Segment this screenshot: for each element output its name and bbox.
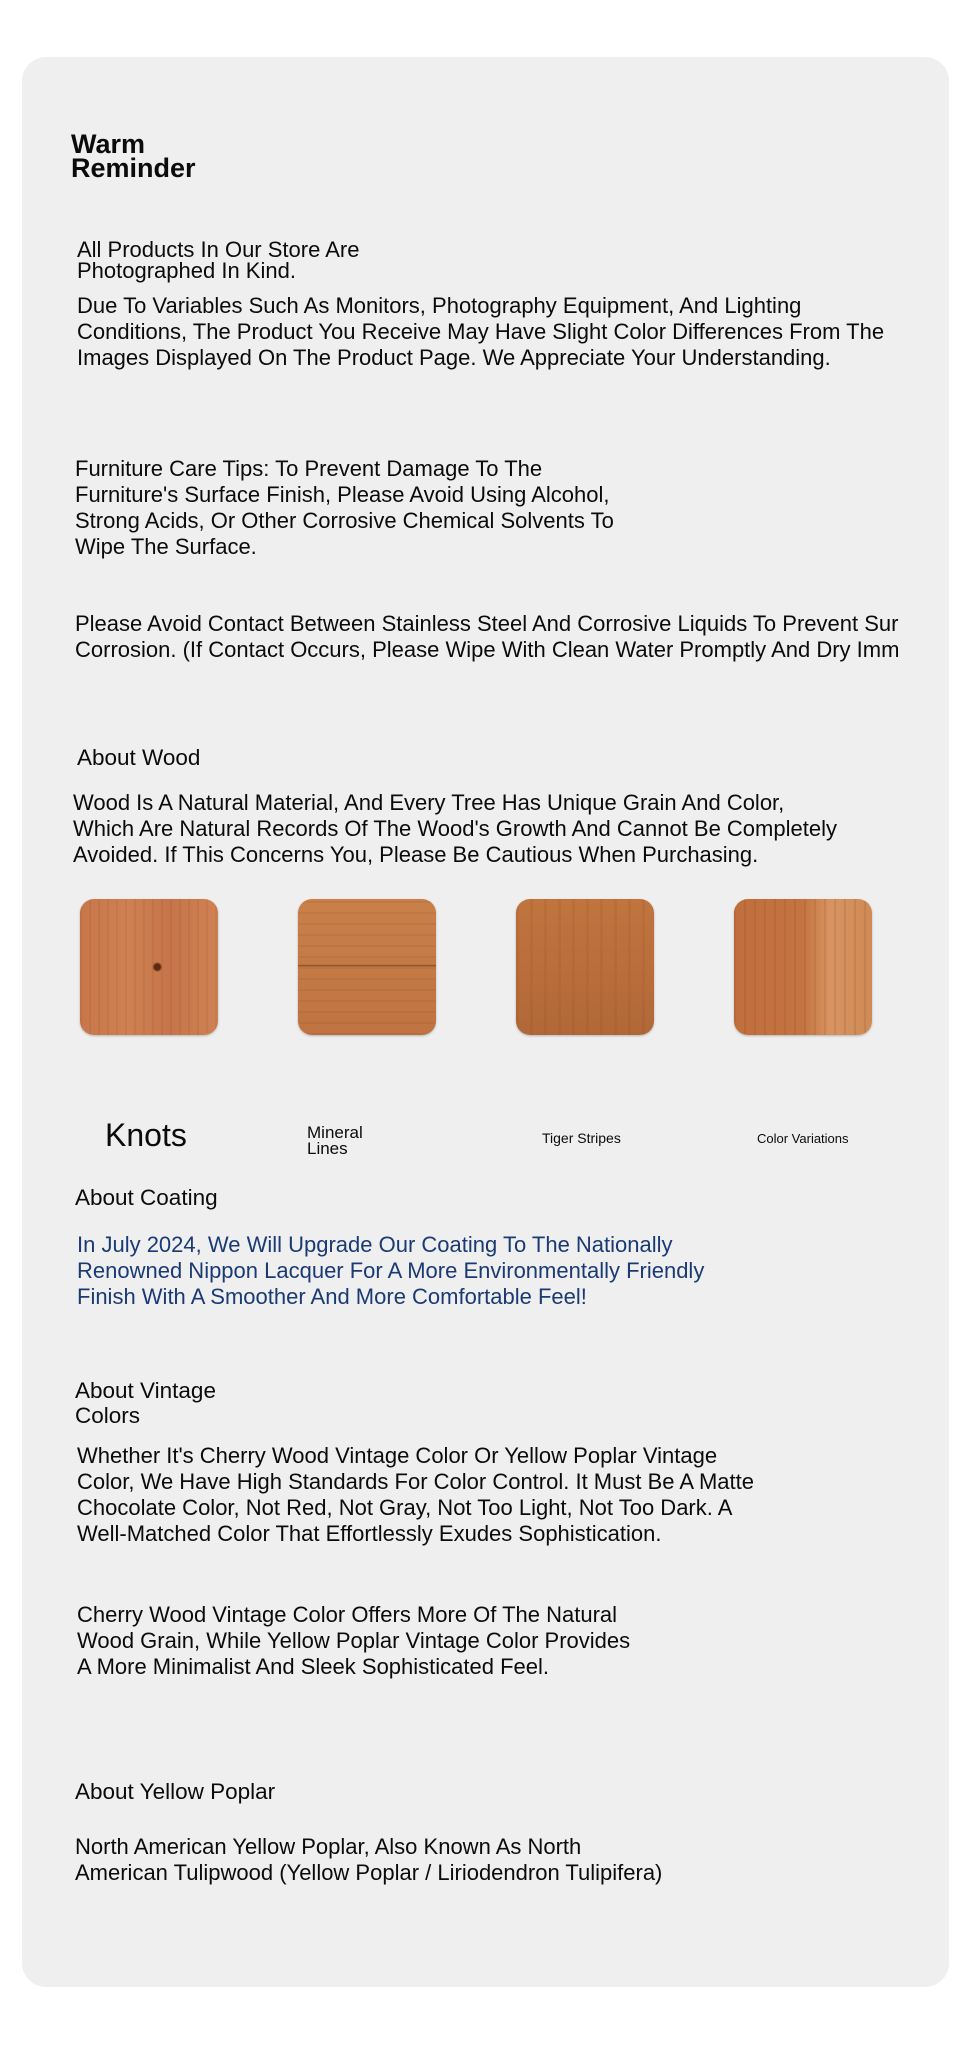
title-line: Reminder <box>71 153 196 183</box>
text-line: Furniture's Surface Finish, Please Avoid Using Alcohol, <box>75 482 610 507</box>
sample-label-color-variations: Color Variations <box>757 1131 849 1146</box>
section-heading-wood: About Wood <box>77 745 201 770</box>
info-card <box>22 57 949 1987</box>
text-line: Well-Matched Color That Effortlessly Exudes Sophistication. <box>77 1521 662 1546</box>
text-line: Renowned Nippon Lacquer For A More Environmentally Friendly <box>77 1258 705 1283</box>
title-line: Warm <box>71 129 146 159</box>
text-line: Avoided. If This Concerns You, Please Be Cautious When Purchasing. <box>73 842 759 867</box>
coating-description <box>77 1232 704 1310</box>
text-line: Finish With A Smoother And More Comfortable Feel! <box>77 1284 587 1309</box>
vintage-color-comparison <box>77 1602 630 1680</box>
text-line: Color, We Have High Standards For Color Control. It Must Be A Matte <box>77 1469 754 1494</box>
page-title <box>71 129 196 183</box>
text-line: Due To Variables Such As Monitors, Photography Equipment, And Lighting <box>77 293 802 318</box>
text-line: Wipe The Surface. <box>75 534 257 559</box>
text-line: Strong Acids, Or Other Corrosive Chemical Solvents To <box>75 508 614 533</box>
wood-sample-tiger-stripes-image <box>516 899 654 1035</box>
text-line: Whether It's Cherry Wood Vintage Color Or Yellow Poplar Vintage <box>77 1443 718 1468</box>
text-line: A More Minimalist And Sleek Sophisticated Feel. <box>77 1654 550 1679</box>
wood-sample-color-variations-image <box>734 899 872 1035</box>
label-line: Mineral <box>307 1123 363 1142</box>
label-line: Lines <box>307 1139 348 1158</box>
text-line: Wood Is A Natural Material, And Every Tree Has Unique Grain And Color, <box>73 790 785 815</box>
section-heading-yellow-poplar: About Yellow Poplar <box>75 1779 276 1804</box>
sample-label-knots: Knots <box>105 1117 187 1153</box>
section-heading-vintage-colors <box>75 1378 216 1428</box>
sample-label-tiger-stripes: Tiger Stripes <box>542 1130 621 1146</box>
text-line: Which Are Natural Records Of The Wood's Growth And Cannot Be Completely <box>73 816 837 841</box>
wood-sample-mineral-lines-image <box>298 899 436 1035</box>
subtitle <box>77 239 359 281</box>
yellow-poplar-description <box>75 1834 662 1886</box>
text-line: In July 2024, We Will Upgrade Our Coating To The Nationally <box>77 1232 673 1257</box>
text-line: Furniture Care Tips: To Prevent Damage To The <box>75 456 543 481</box>
care-tips <box>75 456 614 560</box>
text-line: Wood Grain, While Yellow Poplar Vintage Color Provides <box>77 1628 631 1653</box>
vintage-color-standards <box>77 1443 754 1547</box>
text-line: Corrosion. (If Contact Occurs, Please Wipe With Clean Water Promptly And Dry Imm <box>75 637 900 662</box>
text-line: North American Yellow Poplar, Also Known As North <box>75 1834 582 1859</box>
text-line: American Tulipwood (Yellow Poplar / Liriodendron Tulipifera) <box>75 1860 663 1885</box>
text-line: Conditions, The Product You Receive May Have Slight Color Differences From The <box>77 319 885 344</box>
wood-sample-knots-image <box>80 899 218 1035</box>
heading-line: Colors <box>75 1403 141 1428</box>
color-difference-note <box>77 293 884 371</box>
stainless-steel-note <box>75 611 899 663</box>
wood-description <box>73 790 837 868</box>
section-heading-coating: About Coating <box>75 1185 218 1210</box>
text-line: Please Avoid Contact Between Stainless Steel And Corrosive Liquids To Prevent Sur <box>75 611 899 636</box>
subtitle-line: All Products In Our Store Are <box>77 237 360 262</box>
text-line: Chocolate Color, Not Red, Not Gray, Not Too Light, Not Too Dark. A <box>77 1495 733 1520</box>
text-line: Images Displayed On The Product Page. We Appreciate Your Understanding. <box>77 345 831 370</box>
text-line: Cherry Wood Vintage Color Offers More Of The Natural <box>77 1602 618 1627</box>
sample-label-mineral-lines <box>307 1125 363 1157</box>
subtitle-line: Photographed In Kind. <box>77 258 296 283</box>
heading-line: About Vintage <box>75 1378 216 1403</box>
